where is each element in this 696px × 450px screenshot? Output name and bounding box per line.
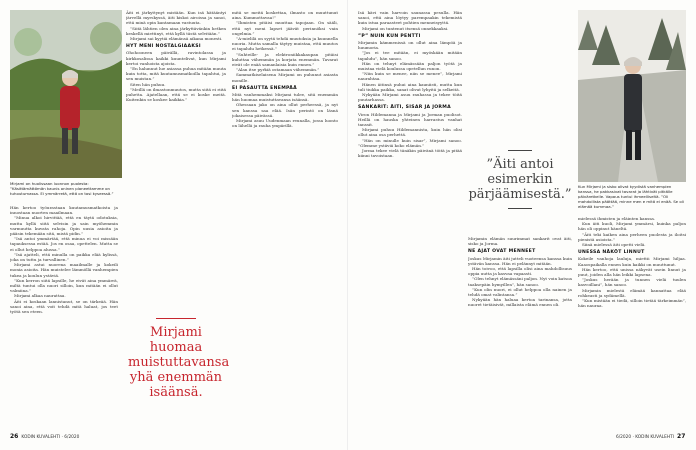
paragraph: Mirjami astui nuorena maailmalle ja kokeili monia asioita. Hän muistelee lämmöllä vanhempien tukea ja koulun ystäviä. — [10, 262, 118, 278]
paragraph: Siinä mielessä äiti opetti vielä. — [582, 242, 646, 248]
right-photo-illustration — [578, 10, 686, 182]
right-column-3 — [578, 216, 686, 428]
pull-quote-rule — [508, 150, 532, 151]
paragraph: ”Niin kuin se menee, niin se menee”, Mirjami naurahtaa. — [358, 71, 462, 82]
pull-quote-text: ”Äiti antoi esimerkin pärjäämisestä.” — [468, 157, 572, 202]
paragraph: Joskus Mirjamin äiti jutteli vuoteensa kanssa kuin ystävän kanssa. Hän ei pelännyt mitään. — [468, 255, 572, 266]
left-photo-illustration — [10, 10, 122, 178]
section-heading: SANKARIT: ÄITI, SISAR JA JORMA — [358, 105, 451, 111]
right-pull-quote — [468, 150, 572, 209]
paragraph: mitä se meitä koskettaa, ilmasto on muuttunut aina. Kummottavaa!” — [232, 10, 338, 21]
paragraph: ”Kun kerron siitä lapsille, he eivät aina ymmärrä, miltä tuntui olla nuori silloin, kun mitään ei ollut valmiina.” — [10, 277, 118, 294]
paragraph: ”Äiti teki kaiken aina perheen puolesta ja iloitsi pienistä asioista.” — [578, 231, 686, 242]
paragraph: Mirjami puhuu Hildemannista, kuin hän olisi ollut aina osa perhettä. — [358, 127, 462, 138]
pull-quote-text: Mirjami huomaa muistuttavansa yhä enemmän isäänsä. — [128, 325, 230, 400]
right-column-1 — [358, 10, 462, 428]
paragraph: Viron Hildemanna ja Mirjami ja Jorman puolisot. Heillä on hauska yhteinen harrastus vanhat tanssit. — [358, 111, 462, 128]
paragraph: ”Minua alkoi hirvittää, että en täytä odotuksia, mutta kyllä siitä selvisin ja sain myöhemmin varmuutta kuvata rahoja. Opin uusia asioita ja pääsin tekemään sitä, mistä pidin.” — [10, 215, 118, 237]
paragraph: ”Siitä lähtien olen aina järkyttävänkin hetken keskellä miettinyt, että kyllä tästä selvitään.” — [126, 25, 226, 36]
pull-quote-rule — [508, 208, 532, 209]
paragraph: ”Joskus herään ja tunnen vielä tuulen kasvoillani”, hän sanoo. — [578, 277, 686, 288]
paragraph: Mitä vanhemmaksi Mirjami tulee, sitä enemmän hän huomaa muistuttavansa isäänsä. — [232, 92, 338, 103]
paragraph: Siten hän puhuu. — [130, 81, 166, 87]
paragraph: Äiti ei järkyttynyt mistään. Kun isä hätääntyi järvellä myrskyssä, äiti kiskoi airoissa ja sanoi, että minä opin kantamaan vastuuta. — [126, 10, 226, 26]
paragraph: Mirjamin kämmenissä on ollut aina lämpöä ja huumoria. — [358, 40, 462, 51]
section-heading: EI PASAUTTA ENEMPÄÄ — [232, 85, 298, 91]
section-heading: ”P” NUIN KUN PENTTI — [358, 33, 421, 39]
paragraph: Kun äiti kuoli, Mirjami ymmärsi, kuinka paljon hän oli oppinut häneltä. — [578, 221, 686, 232]
paragraph: Mirjamin elämän suurimmat sankarit ovat äiti, sisko ja Jorma. — [468, 236, 572, 247]
paragraph: Hän toivoo, että lapsilla olisi aina mahdollisuus oppia uutta ja kasvaa vapaasti. — [468, 266, 572, 277]
paragraph: ”Jos ei tee mitään, ei myöskään mitään tapahdu”, hän sanoo. — [358, 50, 462, 61]
folio-text: 6/2020 · KODIN KUVALEHTI — [616, 435, 675, 440]
left-column-2 — [126, 10, 226, 310]
paragraph: ”Hän on minulle kuin sisar”, Mirjami sanoo. ”Olemme ystäviä koko elämän.” — [358, 137, 462, 148]
right-page — [348, 0, 696, 450]
paragraph: Mirjamin mielestä elämää kannattaa elää rohkeasti ja sydämellä. — [578, 287, 686, 298]
left-pull-quote — [128, 318, 230, 400]
paragraph: ”A-mielilä on syytä tehdä muutoksia ja kuunnella nuoria. Mutta samalla täytyy muistaa, että muutos ei tapahdu hetkessä.” — [232, 36, 338, 52]
page-number: 27 — [677, 433, 686, 440]
paragraph: ”Suhteille- ja elektroniikkakaupan pitäisi kuluttaa vähemmän ja korjata enemmän. Tavarat eivät ole enää samanlaisia kuin ennen.” — [232, 51, 338, 68]
right-folio — [616, 433, 688, 440]
paragraph: Nykyään Mirjami asuu rauhassa ja tekee töitä puutarhassa. — [358, 92, 462, 103]
left-photo — [10, 10, 122, 178]
paragraph: Äiti ei koskaan lannistanut, se on tärkeää. Hän sanoi aina, että voit tehdä mitä haluat, jos teet työtä sen eteen. — [10, 298, 118, 315]
left-column-3 — [232, 10, 338, 428]
paragraph: ”Kun mistään ei tiedä, silloin tietää tärkeimmän”, hän nauraa. — [578, 298, 686, 309]
paragraph: Hän kertoo työurastaan kuutamusmatkoista ja innostaan nuorten maailmaan. — [10, 205, 118, 216]
paragraph: ”Kun olin nuori, ei ollut helppoa olla nainen ja tehdä omat valintansa.” — [468, 286, 572, 298]
left-photo-caption: Mirjami on huolissaan luonnon puolesta: ”Käsittämättömän kaunis oninen planeettamme on tuhoutumassa. Ei ymmärretä, että on tosi kyseessä.” — [10, 181, 114, 196]
paragraph: ”Isä antoi ymmärtää, että minua ei voi missään tapauksessa estää. Jos en osaa, opettelen. Mutta se ei ollut helppoa alussa.” — [10, 236, 118, 252]
paragraph: Hän on tehnyt elämässään paljon työtä ja muistaa vielä koulussa opetellun runon. — [358, 60, 462, 72]
left-column-1 — [10, 205, 118, 427]
right-column-2 — [468, 236, 572, 428]
page-number: 26 — [10, 433, 19, 440]
paragraph: Nykyään hän haluaa kertoa tarinansa, jotta nuoret tietäisivät, millaista elämä ennen oli. — [468, 297, 572, 308]
paragraph: mielessä ihmisten ja eläinten kanssa. — [578, 216, 656, 221]
section-heading: HYT MENI NOSTALGIAAKSI — [126, 44, 201, 50]
paragraph: ”Isä ajatteli, että minulla on paikka elää kylissä, joka on tuttu ja turvallinen.” — [10, 251, 118, 263]
paragraph: Sammatkiselaisena Mirjami on puhunut asiasta monille. — [232, 72, 338, 83]
pull-quote-rule — [156, 318, 196, 319]
paragraph: ”Olen tehnyt elämässäni paljon. Nyt voin katsoa taaksepäin hymyillen”, hän sanoo. — [468, 276, 572, 287]
folio-text: KODIN KUVALEHTI · 6/2020 — [21, 435, 80, 440]
paragraph: ”En halunnut lue asiassa puhua mitään muuta kuin totta, mitä kuutamusmatkoilla tapahtui, ja sen muistan.” — [126, 66, 226, 82]
paragraph: Isä kävi vain harvoin saunassa pesulla. Hän sanoi, että aina löytyy parempaakin tekemistä kuin istua paraasteet pohtien menneisyyttä. — [358, 10, 462, 26]
paragraph: Jorma tekee vielä tänäkin päivänä töitä ja pitää kiinni tavoistaan. — [358, 148, 462, 159]
right-photo-caption: Kun Mirjami ja sisko olivat kyydistä vanhempien kanssa, he pakkasivat tavarat ja lähtivät pitkälle päiväretkelle. Vapaus tuntui ihmeelliseltä. ”Oli mahdollista päättää, minne men e mitä ei enää. Se oli elämää kummaa.” — [578, 184, 684, 209]
paragraph: Hän kertoo, että unissa näkyvät usein linnut ja puut, joiden alla hän leikki lapsena. — [578, 266, 686, 278]
paragraph: Ohohooneen päivällä, ravintolassa ja kirkkosalissa kaikki kuuntelivat, kun Mirjami kertoi vanhoista ajoista. — [126, 50, 226, 66]
paragraph: Ohessaan jako on aina ollut perheessä, ja nyt sen kanssa saa elää. Isän perintö on läsnä jokaisessa päivässä. — [232, 102, 338, 118]
left-folio — [10, 433, 79, 440]
paragraph: Mirjami alkaa naurattaa. — [14, 293, 66, 299]
right-photo — [578, 10, 686, 182]
section-heading: NE AJAT OVAT MENNEET — [468, 249, 536, 255]
paragraph: Kokeile vanhoja lauluja, miettii Mirjami hiljaa. Kaaospaikalla ennen kuin kaikki on muuttunut. — [578, 256, 686, 267]
paragraph: ”Alan itse pyrkiä ostamaan vähemmän.” — [236, 67, 320, 73]
paragraph: Mirjami asuu Uudenmaan reunalla, jossa luonto on lähellä ja rauha ympärillä. — [232, 118, 338, 129]
paragraph: ”Meillä on ilmastonmuutos, mutta siitä ei riitä puhetta. Ajatellaan, että se ei koske meitä. Kuitenkin se koskee kaikkia.” — [126, 86, 226, 103]
paragraph: ”Ihmisten pitäisi muuttaa tapojaan. On sääli, että nyt meni lapset jäävät perinnöksi vain ongelmia.” — [232, 20, 338, 36]
paragraph: Mirjami on tuntenut itsensä onnekkaaksi. — [362, 25, 449, 31]
paragraph: Mirjami sai kyytiä elämänsä aikana monesti. — [130, 36, 223, 42]
paragraph: Hänen äitinsä puhui aina kauniisti, mutta kun tuli tiukka paikka, sanat olivat lyhyitä ja selkeitä. — [358, 81, 462, 92]
section-heading: UNESSA NÄKÖT LINNUT — [578, 250, 645, 256]
